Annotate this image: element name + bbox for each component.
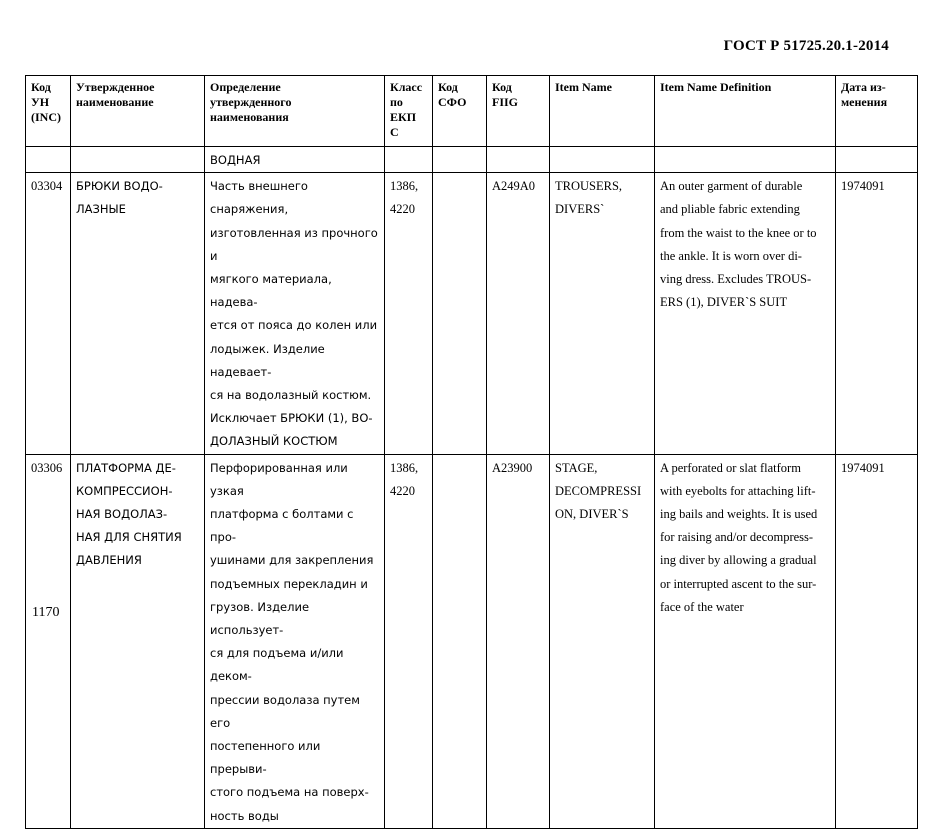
table-row bbox=[26, 454, 918, 828]
classifier-table bbox=[25, 75, 918, 829]
standard-header: ГОСТ Р 51725.20.1-2014 bbox=[723, 38, 889, 54]
cell-sfo bbox=[433, 173, 487, 454]
cell-item-definition: An outer garment of durable and pliable fabric extending from the waist to the knee or to the ankle. It is worn over di- ving dress. Excludes TROUS- ERS (1), DIVER`S SUIT bbox=[655, 173, 836, 454]
col-header-class: Класс по ЕКП С bbox=[385, 76, 433, 147]
continuation-definition: ВОДНАЯ bbox=[205, 147, 385, 173]
cell-fiig: A23900 bbox=[487, 454, 550, 828]
cell-date: 1974091 bbox=[836, 173, 918, 454]
table-row bbox=[26, 173, 918, 454]
cell-sfo bbox=[433, 454, 487, 828]
col-header-item-name: Item Name bbox=[550, 76, 655, 147]
header-row bbox=[26, 76, 918, 147]
col-header-definition: Определение утвержденного наименования bbox=[205, 76, 385, 147]
cell-date: 1974091 bbox=[836, 454, 918, 828]
col-header-name: Утвержденное наименование bbox=[71, 76, 205, 147]
col-header-inc: Код УН (INC) bbox=[26, 76, 71, 147]
col-header-date: Дата из- менения bbox=[836, 76, 918, 147]
cell-class: 1386, 4220 bbox=[385, 173, 433, 454]
cell-fiig: A249A0 bbox=[487, 173, 550, 454]
col-header-item-definition: Item Name Definition bbox=[655, 76, 836, 147]
cell-item-name: STAGE, DECOMPRESSI ON, DIVER`S bbox=[550, 454, 655, 828]
cell-inc: 03306 bbox=[26, 454, 71, 828]
cell-definition: Часть внешнего снаряжения, изготовленная из прочного и мягкого материала, надева- ется от пояса до колен или лодыжек. Изделие надевает- ся на водолазный костюм. Исключает БРЮКИ (1), ВО- ДОЛАЗНЫЙ КОСТЮМ bbox=[205, 173, 385, 454]
page-number: 1170 bbox=[32, 605, 60, 620]
cell-name: ПЛАТФОРМА ДЕ- КОМПРЕССИОН- НАЯ ВОДОЛАЗ- НАЯ ДЛЯ СНЯТИЯ ДАВЛЕНИЯ bbox=[71, 454, 205, 828]
col-header-fiig: Код FIIG bbox=[487, 76, 550, 147]
cell-definition: Перфорированная или узкая платформа с болтами с про- ушинами для закрепления подъемных перекладин и грузов. Изделие использует- ся для подъема и/или деком- прессии водолаза путем его постепенного или прерыви- стого подъема на поверх- ность воды bbox=[205, 454, 385, 828]
continuation-row bbox=[26, 147, 918, 173]
cell-item-name: TROUSERS, DIVERS` bbox=[550, 173, 655, 454]
cell-name: БРЮКИ ВОДО- ЛАЗНЫЕ bbox=[71, 173, 205, 454]
col-header-sfo: Код СФО bbox=[433, 76, 487, 147]
cell-inc: 03304 bbox=[26, 173, 71, 454]
cell-item-definition: A perforated or slat flatform with eyebolts for attaching lift- ing bails and weights. It is used for raising and/or decompress- ing diver by allowing a gradual or interrupted ascent to the sur- face of the water bbox=[655, 454, 836, 828]
cell-class: 1386, 4220 bbox=[385, 454, 433, 828]
